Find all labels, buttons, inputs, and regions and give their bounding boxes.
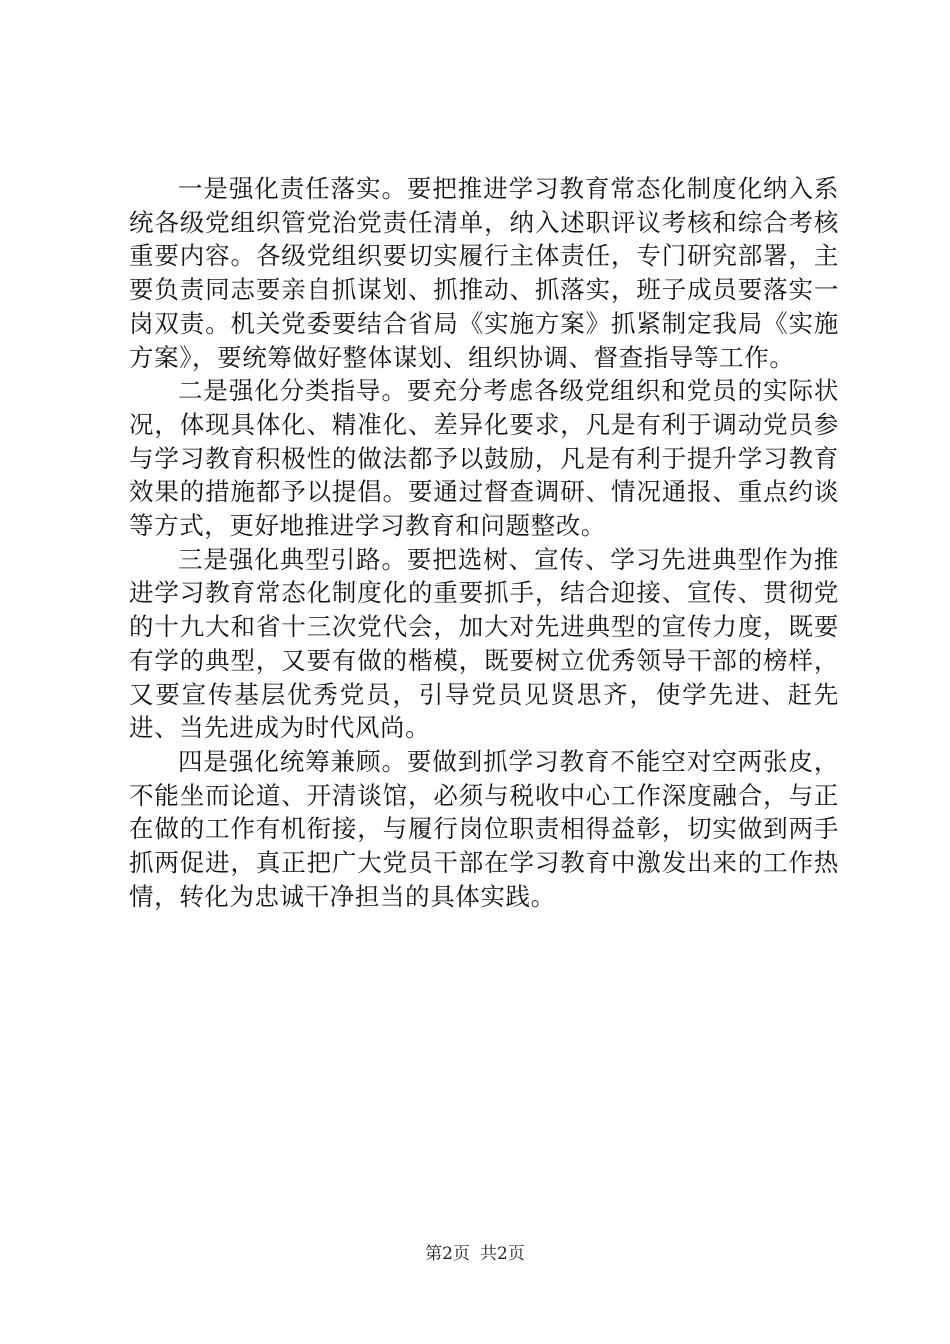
document-body <box>129 172 839 913</box>
page-number: 第2页 <box>425 1244 470 1264</box>
page-total: 共2页 <box>480 1244 525 1264</box>
paragraph-role-models: 三是强化典型引路。要把选树、宣传、学习先进典型作为推进学习教育常态化制度化的重要抓手，结合迎接、宣传、贯彻党的十九大和省十三次党代会，加大对先进典型的宣传力度，既要有学的典型，又要有做的楷模，既要树立优秀领导干部的榜样，又要宣传基层优秀党员，引导党员见贤思齐，使学先进、赶先进、当先进成为时代风尚。 <box>129 544 839 743</box>
page-footer <box>0 1243 950 1265</box>
paragraph-coordination: 四是强化统筹兼顾。要做到抓学习教育不能空对空两张皮，不能坐而论道、开清谈馆，必须与税收中心工作深度融合，与正在做的工作有机衔接，与履行岗位职责相得益彰，切实做到两手抓两促进，真正把广大党员干部在学习教育中激发出来的工作热情，转化为忠诚干净担当的具体实践。 <box>129 746 839 911</box>
paragraph-responsibility: 一是强化责任落实。要把推进学习教育常态化制度化纳入系统各级党组织管党治党责任清单，纳入述职评议考核和综合考核重要内容。各级党组织要切实履行主体责任，专门研究部署，主要负责同志要亲自抓谋划、抓推动、抓落实，班子成员要落实一岗双责。机关党委要结合省局《实施方案》抓紧制定我局《实施方案》，要统筹做好整体谋划、组织协调、督查指导等工作。 <box>129 174 839 372</box>
paragraph-guidance: 二是强化分类指导。要充分考虑各级党组织和党员的实际状况，体现具体化、精准化、差异化要求，凡是有利于调动党员参与学习教育积极性的做法都予以鼓励，凡是有利于提升学习教育效果的措施都予以提倡。要通过督查调研、情况通报、重点约谈等方式，更好地推进学习教育和问题整改。 <box>129 376 839 541</box>
